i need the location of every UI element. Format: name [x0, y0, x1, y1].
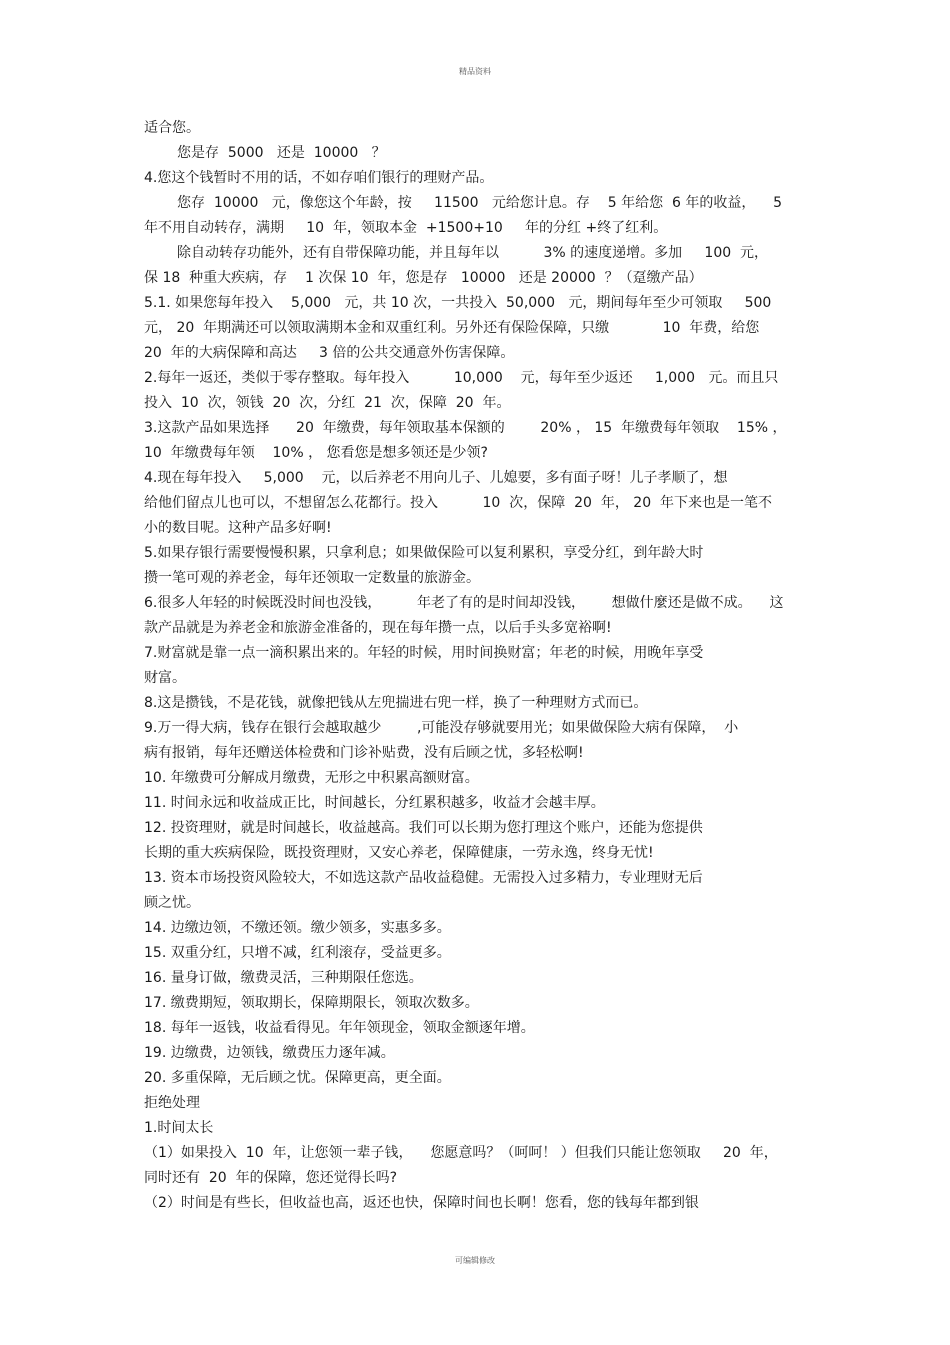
text-line: 投入 10 次，领钱 20 次，分红 21 次，保障 20 年。 [144, 395, 511, 411]
text-line: 10. 年缴费可分解成月缴费，无形之中积累高额财富。 [144, 770, 479, 786]
text-line: 5.如果存银行需要慢慢积累，只拿利息；如果做保险可以复利累积，享受分红，到年龄大时 [144, 545, 704, 561]
text-line: 长期的重大疾病保险，既投资理财，又安心养老，保障健康，一劳永逸，终身无忧! [144, 845, 654, 861]
text-line: 9.万一得大病，钱存在银行会越取越少 ,可能没存够就要用光；如果做保险大病有保障， 小 [144, 720, 739, 736]
text-line: 给他们留点儿也可以，不想留怎么花都行。投入 10 次，保障 20 年， 20 年下来也是一笔不 [144, 495, 772, 511]
text-line: 财富。 [144, 670, 186, 686]
text-line: 7.财富就是靠一点一滴积累出来的。年轻的时候，用时间换财富；年老的时候，用晚年享受 [144, 645, 704, 661]
text-line: 10 年缴费每年领 10% ， 您看您是想多领还是少领? [144, 445, 488, 461]
text-line: 20. 多重保障，无后顾之忧。保障更高，更全面。 [144, 1070, 451, 1086]
text-line: 您存 10000 元，像您这个年龄，按 11500 元给您计息。存 5 年给您 6 年的收益， 5 [177, 195, 783, 211]
text-line: （2）时间是有些长，但收益也高，返还也快，保障时间也长啊！您看，您的钱每年都到银 [144, 1195, 699, 1211]
text-line: 小的数目呢。这种产品多好啊! [144, 520, 332, 536]
text-line: 8.这是攒钱，不是花钱，就像把钱从左兜揣进右兜一样，换了一种理财方式而已。 [144, 695, 648, 711]
page-footer: 可编辑修改 [455, 1256, 495, 1265]
text-line: 顾之忧。 [144, 895, 200, 911]
text-line: 元， 20 年期满还可以领取满期本金和双重红利。另外还有保险保障，只缴 10 年费，给您 [144, 320, 760, 336]
text-line: 年不用自动转存，满期 10 年，领取本金 +1500+10 年的分红 +终了红利。 [144, 220, 668, 236]
text-line: 2.每年一返还，类似于零存整取。每年投入 10,000 元，每年至少返还 1,000 元。而且只 [144, 370, 779, 386]
text-line: 除自动转存功能外，还有自带保障功能，并且每年以 3% 的速度递增。多加 100 元， [177, 245, 769, 261]
text-line: 20 年的大病保障和高达 3 倍的公共交通意外伤害保障。 [144, 345, 515, 361]
text-line: 16. 量身订做，缴费灵活，三种期限任您选。 [144, 970, 423, 986]
text-line: 拒绝处理 [144, 1095, 200, 1111]
text-line: 4.现在每年投入 5,000 元，以后养老不用向儿子、儿媳要，多有面子呀！儿子孝顺了，想 [144, 470, 728, 486]
text-line: 款产品就是为养老金和旅游金准备的，现在每年攒一点，以后手头多宽裕啊! [144, 620, 612, 636]
text-line: 您是存 5000 还是 10000 ？ [177, 145, 386, 161]
text-line: 17. 缴费期短，领取期长，保障期限长，领取次数多。 [144, 995, 479, 1011]
text-line: 适合您。 [144, 120, 200, 136]
document-body [144, 116, 808, 1216]
text-line: 18. 每年一返钱，收益看得见。年年领现金，领取金额逐年增。 [144, 1020, 535, 1036]
text-line: 12. 投资理财，就是时间越长，收益越高。我们可以长期为您打理这个账户，还能为您提供 [144, 820, 703, 836]
text-line: 13. 资本市场投资风险较大，不如选这款产品收益稳健。无需投入过多精力，专业理财无后 [144, 870, 703, 886]
text-line: 19. 边缴费，边领钱，缴费压力逐年减。 [144, 1045, 395, 1061]
text-line: 4.您这个钱暂时不用的话，不如存咱们银行的理财产品。 [144, 170, 494, 186]
page-header: 精品资料 [459, 67, 491, 76]
text-line: 3.这款产品如果选择 20 年缴费，每年领取基本保额的 20% ， 15 年缴费每年领取 15% ， [144, 420, 787, 436]
text-line: 6.很多人年轻的时候既没时间也没钱， 年老了有的是时间却没钱， 想做什麼还是做不成。 这 [144, 595, 784, 611]
text-line: 15. 双重分红，只增不减，红利滚存，受益更多。 [144, 945, 451, 961]
text-line: 1.时间太长 [144, 1120, 214, 1136]
text-line: 14. 边缴边领，不缴还领。缴少领多，实惠多多。 [144, 920, 451, 936]
text-line: 5.1. 如果您每年投入 5,000 元，共 10 次，一共投入 50,000 元，期间每年至少可领取 500 [144, 295, 772, 311]
text-line: 11. 时间永远和收益成正比，时间越长，分红累积越多，收益才会越丰厚。 [144, 795, 605, 811]
text-line: 病有报销，每年还赠送体检费和门诊补贴费，没有后顾之忧，多轻松啊! [144, 745, 584, 761]
text-line: （1）如果投入 10 年，让您领一辈子钱， 您愿意吗？（呵呵！ ）但我们只能让您领取 20 年， [144, 1145, 778, 1161]
text-line: 同时还有 20 年的保障，您还觉得长吗? [144, 1170, 398, 1186]
text-line: 攒一笔可观的养老金，每年还领取一定数量的旅游金。 [144, 570, 480, 586]
text-line: 保 18 种重大疾病，存 1 次保 10 年，您是存 10000 还是 20000 ？（趸缴产品） [144, 270, 703, 286]
